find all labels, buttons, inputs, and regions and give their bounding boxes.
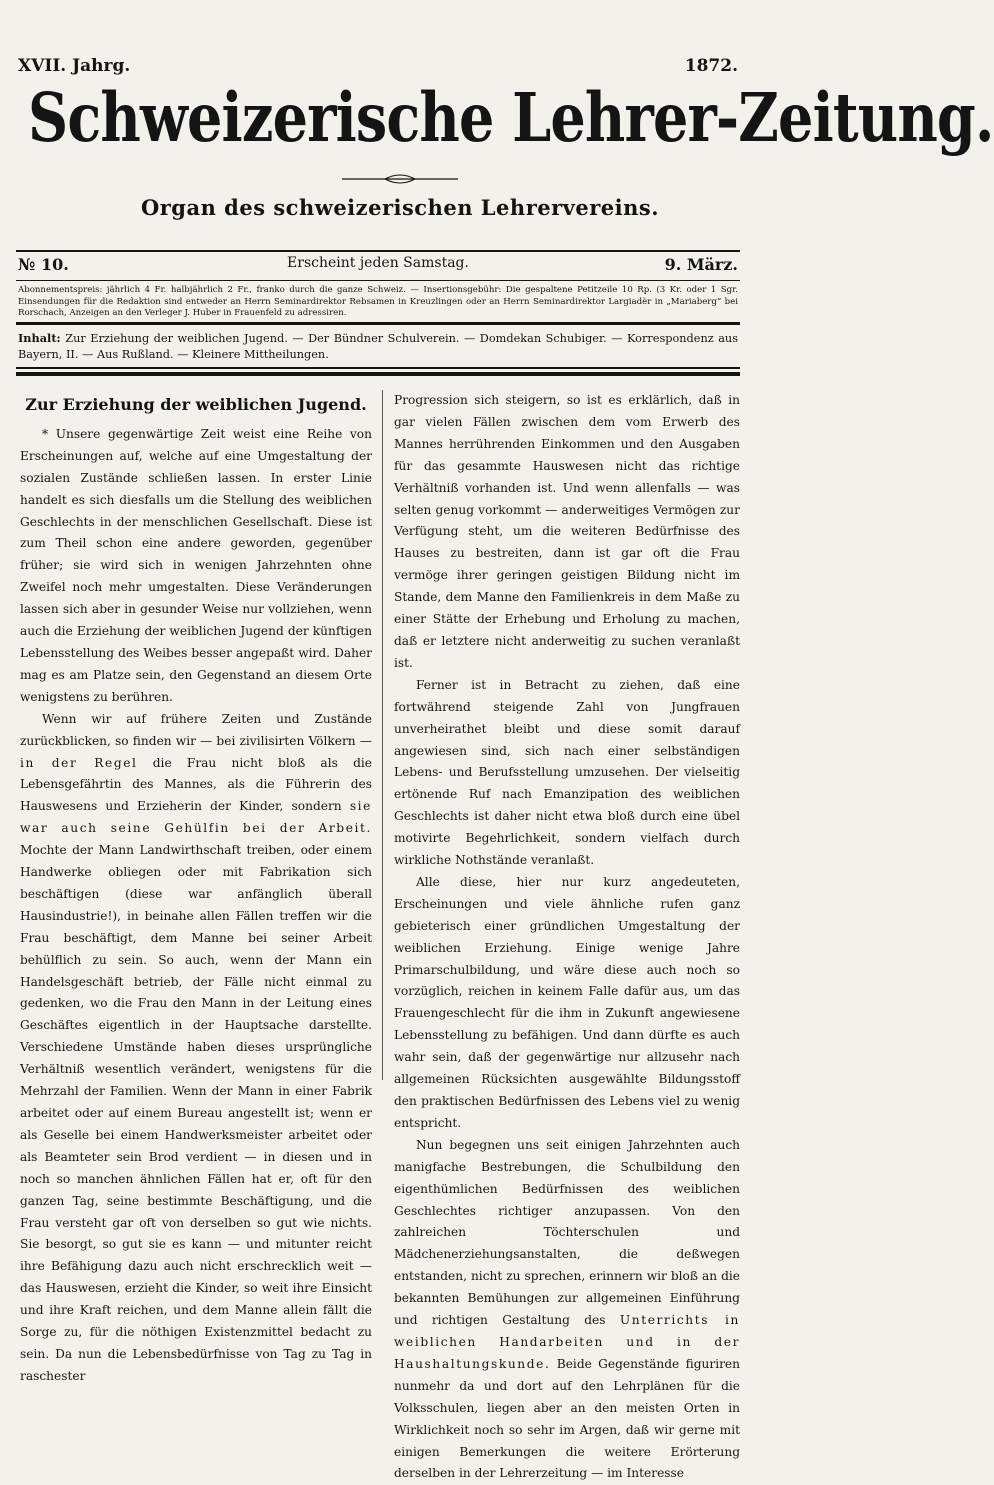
volume-label: XVII. Jahrg. xyxy=(18,56,131,76)
article-column-right xyxy=(394,390,740,1485)
header-topline xyxy=(18,56,738,76)
column-divider xyxy=(382,390,383,1080)
year-label: 1872. xyxy=(684,56,738,76)
issue-date: 9. März. xyxy=(664,255,738,274)
article-paragraph: Nun begegnen uns seit einigen Jahrzehnten auch manigfache Bestrebungen, die Schulbildung den eigenthümlichen Bedürfnissen des weiblichen Geschlechtes richtiger anzupassen. Von den zahlreichen Töchterschulen und Mädchenerziehungsanstalten, die deßwegen entstanden, nicht zu sprechen, erinnern wir bloß an die bekannten Bemühungen zur allgemeinen Einführung und richtigen Gestaltung des Unterrichts in weiblichen Handarbeiten und in der Haushaltungskunde. Beide Gegenstände figuriren nunmehr da und dort auf den Lehrplänen für die Volksschulen, liegen aber an den meisten Orten in Wirklichkeit noch so sehr im Argen, daß wir gerne mit einigen Bemerkungen die weitere Erörterung derselben in der Lehrerzeitung — im Interesse xyxy=(394,1137,740,1481)
table-of-contents xyxy=(18,330,738,363)
rule-contents-2 xyxy=(16,372,740,376)
rule-issue xyxy=(16,280,740,281)
article-paragraph: Ferner ist in Betracht zu ziehen, daß eine fortwährend steigende Zahl von Jungfrauen unverheirathet bleibt und diese somit darauf angewiesen sind, sich nach einer selbständigen Lebens- und Berufsstellung umzusehen. Der vielseitig ertönende Ruf nach Emanzipation des weiblichen Geschlechts ist daher nicht etwa bloß durch eine übel motivirte Begehrlichkeit, sondern vielfach durch wirkliche Nothstände veranlaßt. xyxy=(394,677,740,868)
article-paragraph: Alle diese, hier nur kurz angedeuteten, Erscheinungen und viele ähnliche rufen ganz gebieterisch einer gründlichen Umgestaltung der weiblichen Erziehung. Einige wenige Jahre Primarschulbildung, und wäre diese auch noch so vorzüglich, reichen in keinem Falle dafür aus, um das Frauengeschlecht für die ihm in Zukunft angewiesene Lebensstellung zu befähigen. Und dann dürfte es auch wahr sein, daß der gegenwärtige nur allzusehr nach allgemeinen Rücksichten ausgewählte Bildungsstoff den praktischen Bedürfnissen des Lebens viel zu wenig entspricht. xyxy=(394,874,740,1130)
article-paragraph: Wenn wir auf frühere Zeiten und Zustände zurückblicken, so finden wir — bei zivilisirten Völkern — in der Regel die Frau nicht bloß als die Lebensgefährtin des Mannes, als die Führerin des Hauswesens und Erzieherin der Kinder, sondern sie war auch seine Gehülfin bei der Arbeit. Mochte der Mann Landwirthschaft treiben, oder einem Handwerke obliegen oder mit Fabrikation sich beschäftigen (diese war anfänglich überall Hausindustrie!), in beinahe allen Fällen treffen wir die Frau beschäftigt, dem Manne bei seiner Arbeit behülflich zu sein. So auch, wenn der Mann ein Handelsgeschäft betrieb, der Fälle nicht einmal zu gedenken, wo die Frau den Mann in der Leitung eines Geschäftes eigentlich in der Hauptsache darstellte. Verschiedene Umstände haben dieses ursprüngliche Verhältniß wesentlich verändert, wenigstens für die Mehrzahl der Familien. Wenn der Mann in einer Fabrik arbeitet oder auf einem Bureau angestellt ist; wenn er als Geselle bei einem Handwerksmeister arbeitet oder als Beamteter sein Brod verdient — in diesen und in noch so manchen ähnlichen Fällen hat er, oft für den ganzen Tag, seine bestimmte Beschäftigung, und die Frau versteht gar oft von derselben so gut wie nichts. Sie besorgt, so gut sie es kann — und mitunter reicht ihre Befähigung dazu auch nicht erschrecklich weit — das Hauswesen, erzieht die Kinder, so weit ihre Einsicht und ihre Kraft reichen, und dem Manne allein fällt die Sorge zu, für die nöthigen Existenzmittel bedacht zu sein. Da nun die Lebensbedürfnisse von Tag zu Tag in raschester xyxy=(20,711,372,1383)
rule-subs xyxy=(16,322,740,325)
issue-number: № 10. xyxy=(18,255,69,274)
article-heading: Zur Erziehung der weiblichen Jugend. xyxy=(25,395,367,414)
article-paragraph: Progression sich steigern, so ist es erklärlich, daß in gar vielen Fällen zwischen dem vom Erwerb des Mannes herrührenden Einkommen und den Ausgaben für das gesammte Hauswesen nicht das richtige Verhältniß vorhanden ist. Und wenn allenfalls — was selten genug vorkommt — anderweitiges Vermögen zur Verfügung steht, um die weiteren Bedürfnisse des Hauses zu bestreiten, dann ist gar oft die Frau vermöge ihrer geringen geistigen Bildung nicht im Stande, dem Manne den Familienkreis in dem Maße zu einer Stätte der Erhebung und Erholung zu machen, daß er letztere nicht anderweitig zu suchen veranlaßt ist. xyxy=(394,393,740,670)
issue-bar xyxy=(18,255,738,277)
masthead-ornament xyxy=(340,173,460,185)
issue-frequency: Erscheint jeden Samstag. xyxy=(287,255,469,271)
article-paragraph: * Unsere gegenwärtige Zeit weist eine Reihe von Erscheinungen auf, welche auf eine Umgestaltung der sozialen Zustände schließen lassen. In erster Linie handelt es sich diesfalls um die Stellung des weiblichen Geschlechts in der menschlichen Gesellschaft. Diese ist zum Theil schon eine andere geworden, gegenüber früher; sie wird sich in wenigen Jahrzehnten ohne Zweifel noch mehr umgestalten. Diese Veränderungen lassen sich aber in gesunder Weise nur vollziehen, wenn auch die Erziehung der weiblichen Jugend der künftigen Lebensstellung des Weibes besser angepaßt wird. Daher mag es am Platze sein, den Gegenstand an diesem Orte wenigstens zu berühren. xyxy=(20,426,372,704)
subscription-notice: Abonnementspreis: jährlich 4 Fr. halbjährlich 2 Fr., franko durch die ganze Schweiz. — Insertionsgebühr: Die gespaltene Petitzeile 10 Rp. (3 Kr. oder 1 Sgr. Einsendungen für die Redaktion sind entweder an Herrn Seminardirektor Rebsamen in Kreuzlingen oder an Herrn Seminardirektor Largiadèr in „Mariaberg“ bei Rorschach, Anzeigen an den Verleger J. Huber in Frauenfeld zu adressiren. xyxy=(18,285,738,318)
masthead-subtitle: Organ des schweizerischen Lehrervereins. xyxy=(140,195,660,220)
contents-text: Zur Erziehung der weiblichen Jugend. — Der Bündner Schulverein. — Domdekan Schubiger. — Korrespondenz aus Bayern, II. — Aus Rußland. — Kleinere Mittheilungen. xyxy=(18,332,738,361)
contents-label: Inhalt: xyxy=(18,331,61,345)
rule-top xyxy=(16,250,740,252)
rule-contents-1 xyxy=(16,367,740,369)
article-column-left xyxy=(20,390,372,1388)
masthead-title: Schweizerische Lehrer-Zeitung. xyxy=(28,78,994,157)
